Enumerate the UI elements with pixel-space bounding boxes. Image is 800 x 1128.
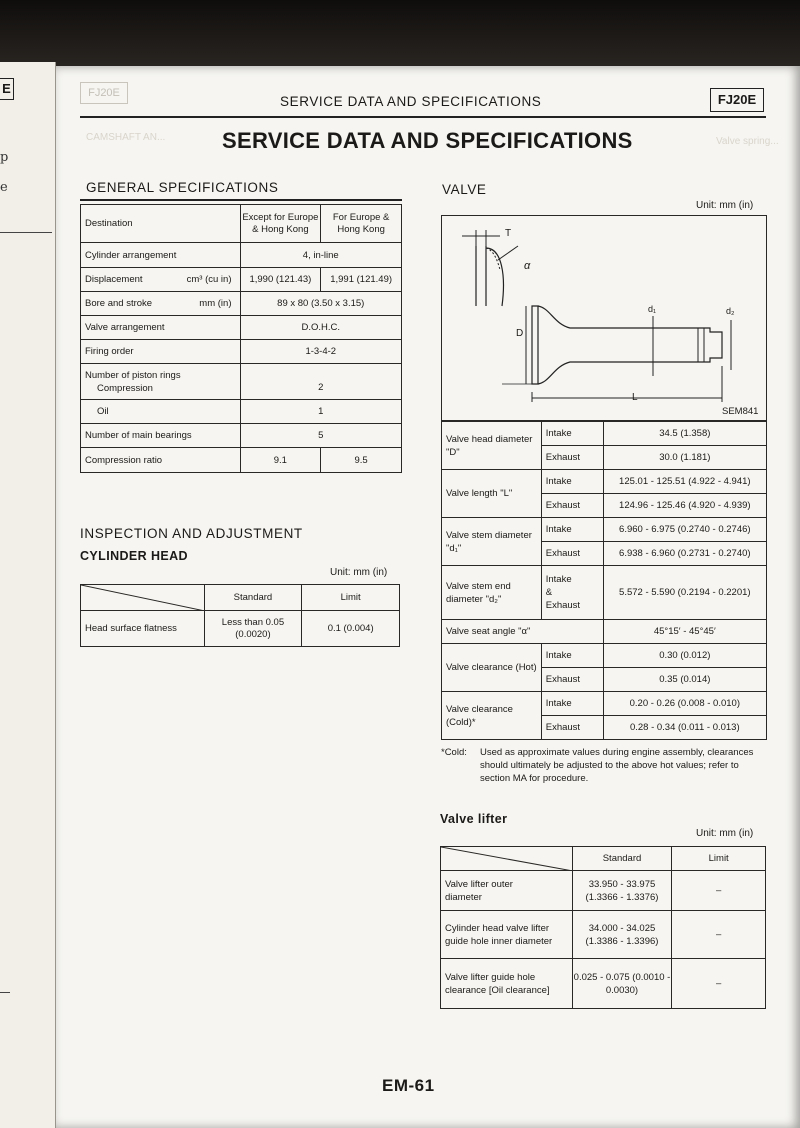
left-page-tab: E xyxy=(0,78,14,100)
lifter-col-limit: Limit xyxy=(672,847,766,871)
valve-value: 6.960 - 6.975 (0.2740 - 0.2746) xyxy=(603,518,766,542)
valve-row-label: Valve head diameter "D" xyxy=(442,422,542,470)
left-page-fragment: p xyxy=(0,150,9,165)
document-page xyxy=(56,66,800,1128)
valve-lifter-table xyxy=(440,846,766,1009)
header-model-box: FJ20E xyxy=(710,88,764,112)
lifter-limit: – xyxy=(672,911,766,959)
gs-label: Cylinder arrangement xyxy=(81,243,241,268)
valve-title: VALVE xyxy=(442,182,487,197)
ch-standard: Less than 0.05 (0.0020) xyxy=(204,611,302,647)
gs-value: 9.1 xyxy=(240,448,321,473)
valve-value: 34.5 (1.358) xyxy=(603,422,766,446)
gs-label: Compression ratio xyxy=(81,448,241,473)
lifter-standard: 33.950 - 33.975 (1.3366 - 1.3376) xyxy=(572,871,672,911)
diagonal-line xyxy=(81,585,205,611)
gs-value: D.O.H.C. xyxy=(240,316,402,340)
diagonal-header-cell xyxy=(81,585,205,611)
gs-label: Oil xyxy=(81,400,241,424)
valve-sub-cell xyxy=(541,566,603,620)
valve-value: 0.20 - 0.26 (0.008 - 0.010) xyxy=(603,692,766,716)
diagonal-line xyxy=(441,847,573,871)
fig-label-d: D xyxy=(516,328,524,339)
gs-unit: cm³ (cu in) xyxy=(186,274,232,285)
cylinder-head-unit: Unit: mm (in) xyxy=(330,567,388,578)
valve-value: 5.572 - 5.590 (0.2194 - 0.2201) xyxy=(603,566,766,620)
valve-row-label: Valve seat angle "α" xyxy=(442,620,604,644)
valve-value: 0.28 - 0.34 (0.011 - 0.013) xyxy=(603,716,766,740)
gs-value: 5 xyxy=(240,424,402,448)
valve-figure xyxy=(441,215,767,421)
valve-sub: & xyxy=(545,587,553,598)
gs-sublabel: Compression xyxy=(97,382,153,394)
valve-row-label: Valve stem diameter "d₁" xyxy=(442,518,542,566)
valve-diagram xyxy=(442,216,766,420)
page-number: EM-61 xyxy=(382,1076,435,1095)
cold-note-mark: *Cold: xyxy=(441,747,467,758)
gs-value: 89 x 80 (3.50 x 3.15) xyxy=(240,292,402,316)
gs-label: Valve arrangement xyxy=(81,316,241,340)
valve-sub: Intake xyxy=(541,422,603,446)
fig-label-l: L xyxy=(632,392,638,403)
left-page-fragment: e xyxy=(0,180,8,195)
bleed-through-text: Valve spring... xyxy=(716,136,779,147)
valve-row-label: Valve length "L" xyxy=(442,470,542,518)
valve-sub: Exhaust xyxy=(541,494,603,518)
cylinder-head-title: CYLINDER HEAD xyxy=(80,549,188,563)
valve-sub: Intake xyxy=(541,644,603,668)
gs-label: Number of piston rings xyxy=(85,369,181,381)
gs-label: Firing order xyxy=(81,340,241,364)
valve-sub: Exhaust xyxy=(541,542,603,566)
header-section-label: FJ20E xyxy=(80,82,128,104)
gs-value: 9.5 xyxy=(321,448,402,473)
ch-label: Head surface flatness xyxy=(81,611,205,647)
valve-sub: Exhaust xyxy=(541,446,603,470)
valve-sub: Intake xyxy=(545,574,572,585)
general-specs-table xyxy=(80,204,402,473)
left-facing-page xyxy=(0,62,56,1128)
cold-note-text: Used as approximate values during engine assembly, clearances should ultimately be adjusted to the above hot values; refer to section MA for procedure. xyxy=(480,747,754,784)
valve-sub: Intake xyxy=(541,518,603,542)
gs-value: 4, in-line xyxy=(240,243,402,268)
gs-value: 2 xyxy=(240,364,402,400)
fig-label-alpha: α xyxy=(524,260,531,272)
lifter-label: Valve lifter guide hole clearance [Oil clearance] xyxy=(441,959,573,1009)
valve-value: 0.35 (0.014) xyxy=(603,668,766,692)
fig-label-d2: d₂ xyxy=(726,306,735,316)
gs-label-cell xyxy=(81,364,241,400)
valve-table xyxy=(441,421,767,740)
gs-value: 1-3-4-2 xyxy=(240,340,402,364)
gs-label: Number of main bearings xyxy=(81,424,241,448)
valve-sub: Exhaust xyxy=(545,600,581,611)
ch-col-limit: Limit xyxy=(302,585,400,611)
valve-row-label: Valve stem end diameter "d₂" xyxy=(442,566,542,620)
valve-sub: Intake xyxy=(541,692,603,716)
lifter-limit: – xyxy=(672,959,766,1009)
gs-label-cell xyxy=(81,268,241,292)
lifter-standard: 0.025 - 0.075 (0.0010 - 0.0030) xyxy=(572,959,672,1009)
valve-unit: Unit: mm (in) xyxy=(696,200,754,211)
gs-value: 1 xyxy=(240,400,402,424)
valve-value: 124.96 - 125.46 (4.920 - 4.939) xyxy=(603,494,766,518)
section-rule xyxy=(80,199,402,201)
gs-col-head: Except for Europe & Hong Kong xyxy=(240,205,321,243)
gs-value: 1,991 (121.49) xyxy=(321,268,402,292)
lifter-col-standard: Standard xyxy=(572,847,672,871)
valve-sub: Exhaust xyxy=(541,668,603,692)
ch-limit: 0.1 (0.004) xyxy=(302,611,400,647)
header-rule xyxy=(80,116,766,118)
top-shadow xyxy=(0,0,800,70)
fig-label-d1: d₁ xyxy=(648,304,657,314)
valve-row-label: Valve clearance (Hot) xyxy=(442,644,542,692)
general-specs-title: GENERAL SPECIFICATIONS xyxy=(86,180,279,195)
diagonal-header-cell xyxy=(441,847,573,871)
gs-unit: mm (in) xyxy=(199,298,232,309)
valve-value: 0.30 (0.012) xyxy=(603,644,766,668)
gs-label: Destination xyxy=(81,205,241,243)
valve-lifter-unit: Unit: mm (in) xyxy=(696,828,754,839)
lifter-limit: – xyxy=(672,871,766,911)
valve-value: 125.01 - 125.51 (4.922 - 4.941) xyxy=(603,470,766,494)
ch-col-standard: Standard xyxy=(204,585,302,611)
valve-value: 45°15′ - 45°45′ xyxy=(603,620,766,644)
valve-value: 30.0 (1.181) xyxy=(603,446,766,470)
bleed-through-text: CAMSHAFT AN... xyxy=(86,132,166,143)
valve-row-label: Valve clearance (Cold)* xyxy=(442,692,542,740)
inspection-title: INSPECTION AND ADJUSTMENT xyxy=(80,526,303,541)
lifter-label: Cylinder head valve lifter guide hole inner diameter xyxy=(441,911,573,959)
valve-sub: Intake xyxy=(541,470,603,494)
header-title: SERVICE DATA AND SPECIFICATIONS xyxy=(280,94,542,109)
page-title: SERVICE DATA AND SPECIFICATIONS xyxy=(222,128,633,153)
gs-col-head: For Europe & Hong Kong xyxy=(321,205,402,243)
lifter-standard: 34.000 - 34.025 (1.3386 - 1.3396) xyxy=(572,911,672,959)
gs-label: Bore and stroke xyxy=(85,298,153,309)
fig-label-t: T xyxy=(505,228,512,239)
valve-sub: Exhaust xyxy=(541,716,603,740)
gs-value: 1,990 (121.43) xyxy=(240,268,321,292)
figure-code: SEM841 xyxy=(722,406,759,417)
left-page-rule xyxy=(0,992,10,993)
gs-label-cell xyxy=(81,292,241,316)
lifter-label: Valve lifter outer diameter xyxy=(441,871,573,911)
cylinder-head-table xyxy=(80,584,400,647)
gs-label: Displacement xyxy=(85,274,143,285)
valve-lifter-title: Valve lifter xyxy=(440,812,508,826)
valve-value: 6.938 - 6.960 (0.2731 - 0.2740) xyxy=(603,542,766,566)
left-page-rule xyxy=(0,232,52,233)
